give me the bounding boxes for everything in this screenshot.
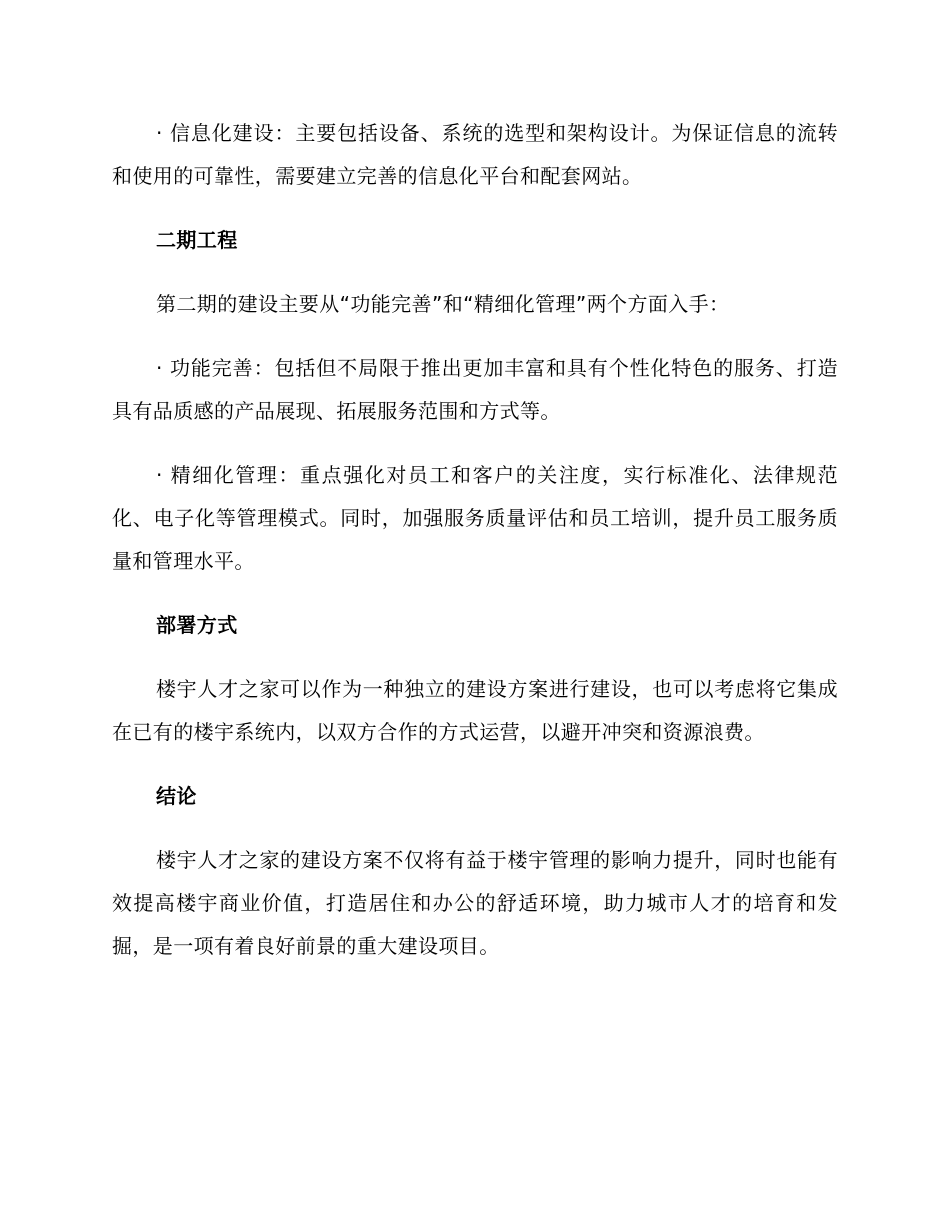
- bullet-paragraph-function-improvement: · 功能完善：包括但不局限于推出更加丰富和具有个性化特色的服务、打造具有品质感的产品展现、拓展服务范围和方式等。: [112, 356, 838, 423]
- section-heading-conclusion: 结论: [156, 784, 197, 808]
- paragraph-phase-two-intro: 第二期的建设主要从“功能完善”和“精细化管理”两个方面入手：: [156, 292, 730, 316]
- section-heading-phase-two: 二期工程: [156, 228, 238, 252]
- paragraph-deployment: 楼宇人才之家可以作为一种独立的建设方案进行建设，也可以考虑将它集成在已有的楼宇系统内，以双方合作的方式运营，以避开冲突和资源浪费。: [112, 677, 838, 744]
- bullet-paragraph-informatization: · 信息化建设：主要包括设备、系统的选型和架构设计。为保证信息的流转和使用的可靠性，需要建立完善的信息化平台和配套网站。: [112, 121, 838, 188]
- paragraph-conclusion: 楼宇人才之家的建设方案不仅将有益于楼宇管理的影响力提升，同时也能有效提高楼宇商业价值，打造居住和办公的舒适环境，助力城市人才的培育和发掘，是一项有着良好前景的重大建设项目。: [112, 848, 838, 958]
- bullet-paragraph-refined-management: · 精细化管理：重点强化对员工和客户的关注度，实行标准化、法律规范化、电子化等管理模式。同时，加强服务质量评估和员工培训，提升员工服务质量和管理水平。: [112, 463, 838, 573]
- section-heading-deployment: 部署方式: [156, 613, 238, 637]
